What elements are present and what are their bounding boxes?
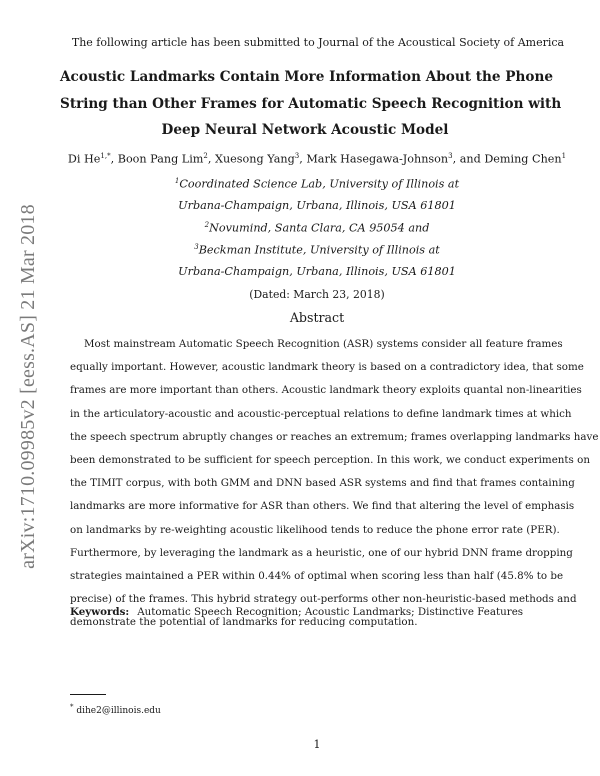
abstract-line: the TIMIT corpus, with both GMM and DNN based ASR systems and find that frames containing — [70, 477, 575, 490]
abstract-line: demonstrate the potential of landmarks for reducing computation. — [70, 616, 418, 629]
affiliation-mark: 3 — [194, 243, 199, 251]
affiliation-text: Beckman Institute, University of Illinois at — [198, 243, 440, 257]
abstract-line: been demonstrated to be sufficient for speech perception. In this work, we conduct experiments on — [70, 454, 590, 467]
footnote — [70, 703, 161, 716]
affiliation-line — [0, 265, 600, 278]
abstract-line: in the articulatory-acoustic and acoustic-perceptual relations to define landmark times at which — [70, 407, 572, 420]
author-separator: , — [299, 152, 307, 166]
affiliation-line — [0, 221, 600, 235]
abstract-line: equally important. However, acoustic landmark theory is based on a contradictory idea, that some — [70, 361, 584, 374]
abstract-line: landmarks are more informative for ASR than others. We find that altering the level of emphasis — [70, 500, 575, 513]
abstract-line: strategies maintained a PER within 0.44% of optimal when scoring less than half (45.8% to be — [70, 570, 564, 583]
affiliation-text: Urbana-Champaign, Urbana, Illinois, USA 61801 — [178, 265, 456, 278]
author-affiliation-mark: 2 — [203, 152, 208, 160]
keywords-label: Keywords: — [70, 606, 130, 618]
keywords — [70, 606, 540, 618]
author-affiliation-mark: 1,* — [100, 152, 111, 160]
author-name: Xuesong Yang — [215, 152, 295, 166]
abstract-line: Most mainstream Automatic Speech Recognition (ASR) systems consider all feature frames — [84, 338, 563, 350]
author-separator: , and — [452, 152, 485, 166]
abstract-line: the speech spectrum abruptly changes or reaches an extremum; frames overlapping landmarks have — [70, 430, 599, 443]
submission-note: The following article has been submitted to Journal of the Acoustical Society of America — [71, 36, 565, 49]
affiliation-text: Novumind, Santa Clara, CA 95054 and — [209, 221, 430, 235]
author-affiliation-mark: 3 — [294, 152, 300, 160]
abstract-heading: Abstract — [289, 310, 345, 325]
page-number: 1 — [313, 738, 321, 751]
title-line: Acoustic Landmarks Contain More Information About the Phone — [60, 69, 553, 85]
footnote-mark: * — [70, 703, 74, 711]
arxiv-identifier-text: arXiv:1710.09985v2 [eess.AS] 21 Mar 2018 — [16, 203, 39, 569]
affiliation-line — [0, 199, 600, 212]
keywords-text: Automatic Speech Recognition; Acoustic Landmarks; Distinctive Features — [137, 606, 524, 618]
author-list — [0, 152, 600, 166]
affiliation-line — [0, 177, 600, 191]
affiliation-text: Urbana-Champaign, Urbana, Illinois, USA 61801 — [178, 199, 456, 212]
title-line: String than Other Frames for Automatic Speech Recognition with — [60, 95, 562, 112]
abstract-line: frames are more important than others. Acoustic landmark theory exploits quantal non-linearities — [70, 384, 582, 397]
affiliation-line — [0, 243, 600, 257]
abstract-body — [70, 333, 599, 635]
affiliation-text: Coordinated Science Lab, University of Illinois at — [179, 177, 460, 191]
author-name: Boon Pang Lim — [117, 152, 204, 166]
date-line: (Dated: March 23, 2018) — [249, 288, 385, 301]
author-separator: , — [207, 152, 215, 166]
abstract-line: on landmarks by re-weighting acoustic likelihood tends to reduce the phone error rate (PER). — [70, 523, 560, 536]
author-name: Mark Hasegawa-Johnson — [306, 152, 449, 166]
title-line: Deep Neural Network Acoustic Model — [161, 122, 449, 138]
author-separator: , — [110, 152, 118, 166]
author-name: Deming Chen — [484, 152, 562, 166]
author-affiliation-mark: 3 — [448, 152, 453, 160]
author-name: Di He — [67, 152, 101, 166]
footnote-rule — [70, 694, 106, 695]
affiliation-mark: 1 — [174, 177, 180, 185]
paper-title — [60, 64, 562, 144]
footnote-email: dihe2@illinois.edu — [76, 706, 161, 716]
author-affiliation-mark: 1 — [561, 152, 567, 160]
abstract-line: Furthermore, by leveraging the landmark as a heuristic, one of our hybrid DNN frame dropping — [70, 546, 573, 559]
affiliation-mark: 2 — [204, 221, 210, 229]
abstract-line: precise) of the frames. This hybrid strategy out-performs other non-heuristic-based methods and — [70, 593, 577, 606]
